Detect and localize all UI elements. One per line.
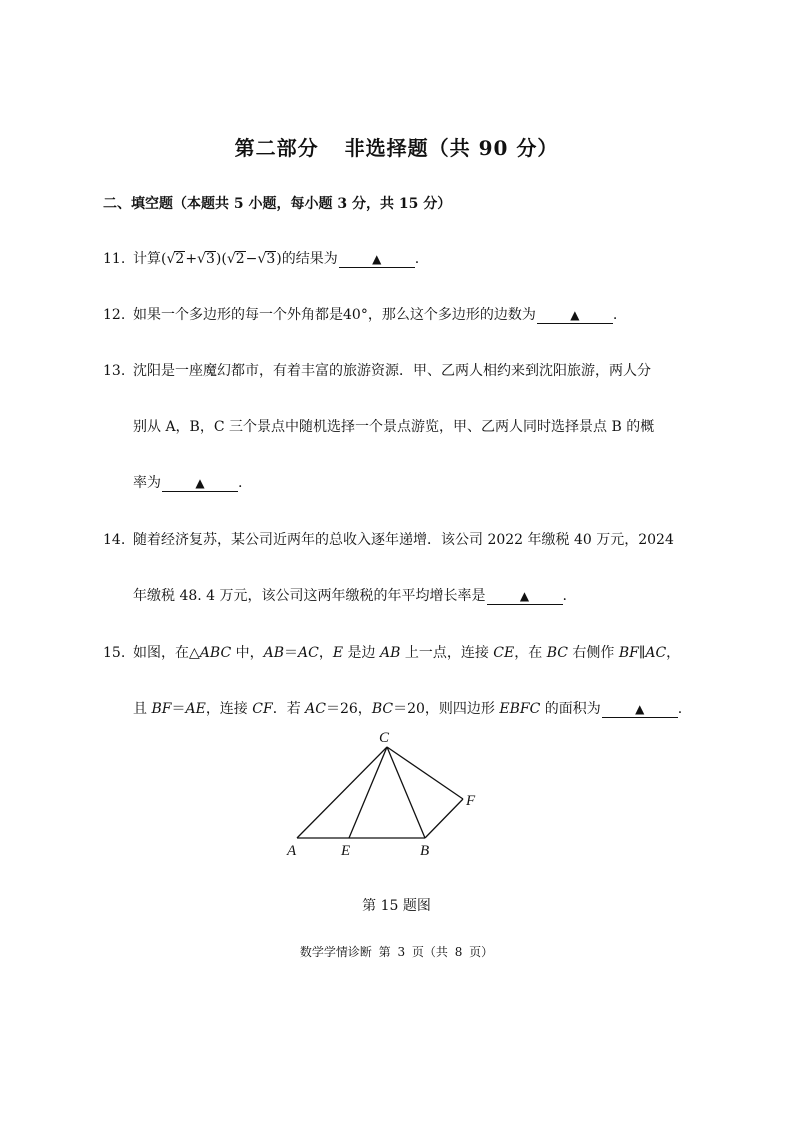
question-number: 15. <box>103 645 126 661</box>
part-label: 第二部分 <box>234 136 319 160</box>
question-text: 如图，在△ABC 中，AB＝AC，E 是边 AB 上一点，连接 CE，在 BC 右侧作 BF∥AC， <box>133 645 681 661</box>
question-13 <box>103 361 651 381</box>
question-text: 计算 <box>133 251 161 267</box>
label-c: C <box>379 730 390 746</box>
question-15-line-2: 且 BF＝AE，连接 CF．若 AC＝26，BC＝20，则四边形 EBFC 的面积为 ▲ . <box>133 701 683 717</box>
question-12: 12. 如果一个多边形的每一个外角都是40°，那么这个多边形的边数为 ▲ . <box>103 307 618 323</box>
segment-ce <box>349 747 387 838</box>
part-name: 非选择题（共 90 分） <box>344 136 559 160</box>
geometry-figure <box>275 725 495 865</box>
question-11: 11. 计算(√2+√3)(√2−√3)的结果为 ▲ . <box>103 251 420 267</box>
question-number: 13. <box>103 363 126 379</box>
question-text: 沈阳是一座魔幻都市，有着丰富的旅游资源．甲、乙两人相约来到沈阳旅游，两人分 <box>133 363 651 379</box>
figure-caption: 第 15 题图 <box>362 898 431 914</box>
question-text: 的结果为 <box>281 251 338 267</box>
question-14 <box>103 530 674 550</box>
label-e: E <box>341 843 351 859</box>
question-14-line-2: 年缴税 48. 4 万元，该公司这两年缴税的年平均增长率是 ▲ . <box>133 588 567 604</box>
math-expression: (√2+√3)(√2−√3) <box>161 251 282 267</box>
question-number: 14. <box>103 532 126 548</box>
question-text: 随着经济复苏，某公司近两年的总收入逐年递增．该公司 2022 年缴税 40 万元，2024 <box>133 532 674 548</box>
label-a: A <box>287 843 297 859</box>
segment-ac <box>297 747 387 838</box>
label-b: B <box>420 843 430 859</box>
answer-blank[interactable]: ▲ <box>602 701 678 718</box>
question-number: 12. <box>103 307 126 323</box>
segment-bf <box>425 799 463 838</box>
answer-blank[interactable]: ▲ <box>487 588 563 605</box>
answer-blank[interactable]: ▲ <box>162 475 238 492</box>
label-f: F <box>466 793 476 809</box>
answer-blank[interactable]: ▲ <box>339 251 415 268</box>
question-number: 11. <box>103 251 126 267</box>
question-15 <box>103 643 680 663</box>
question-text: 如果一个多边形的每一个外角都是40°，那么这个多边形的边数为 <box>133 307 536 323</box>
page-footer: 数学学情诊断 第 3 页（共 8 页） <box>299 945 494 959</box>
section-heading: 二、填空题（本题共 5 小题，每小题 3 分，共 15 分） <box>103 196 452 212</box>
question-13-line-2: 别从 A，B，C 三个景点中随机选择一个景点游览，甲、乙两人同时选择景点 B 的概 <box>133 419 655 435</box>
question-13-line-3: 率为 ▲ . <box>133 475 243 491</box>
answer-blank[interactable]: ▲ <box>537 307 613 324</box>
page-title <box>0 132 793 161</box>
